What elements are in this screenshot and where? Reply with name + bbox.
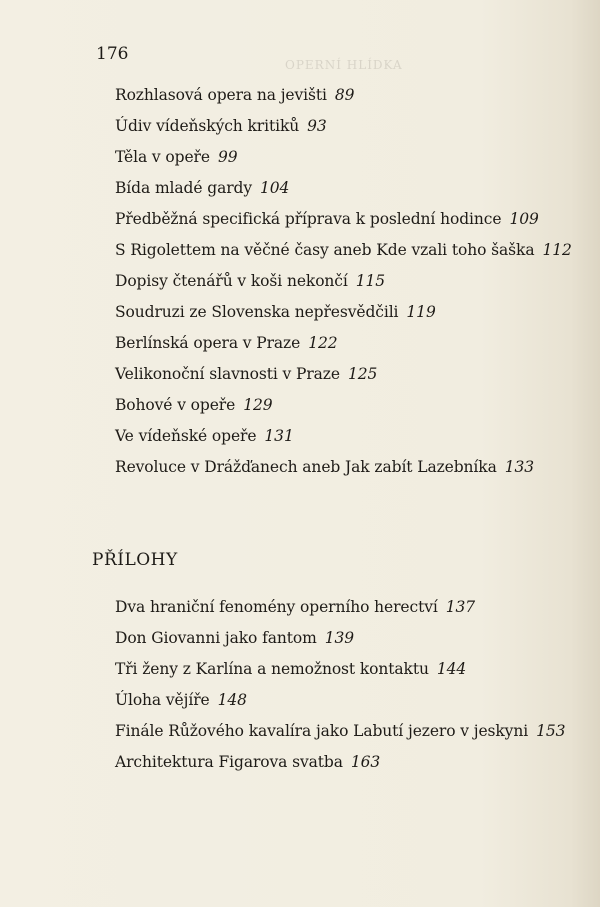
- toc-entry-title: Berlínská opera v Praze: [115, 334, 301, 352]
- toc-entry-page: 99: [217, 148, 238, 166]
- toc-entry-page: 153: [536, 722, 566, 740]
- toc-entry-page: 137: [445, 598, 476, 616]
- toc-entry-page: 119: [406, 303, 436, 321]
- toc-entry-title: Těla v opeře: [115, 148, 210, 166]
- toc-entry: [115, 691, 247, 709]
- page-number: 176: [96, 44, 129, 64]
- toc-entry-title: Dva hraniční fenomény operního herectví: [115, 598, 438, 616]
- toc-entry: [115, 303, 436, 321]
- toc-entry-title: Architektura Figarova svatba: [115, 753, 343, 771]
- toc-entry-title: Tři ženy z Karlína a nemožnost kontaktu: [115, 660, 429, 678]
- toc-entry: [115, 241, 572, 259]
- toc-entry: [115, 396, 272, 414]
- toc-entry: [115, 598, 475, 616]
- toc-entry-page: 89: [334, 86, 355, 104]
- toc-entry-page: 115: [355, 272, 386, 290]
- toc-entry-title: Rozhlasová opera na jevišti: [115, 86, 327, 104]
- toc-entry: [115, 427, 294, 445]
- toc-entry-title: Bída mladé gardy: [115, 179, 253, 197]
- toc-entry-page: 125: [347, 365, 378, 383]
- toc-entry-page: 139: [324, 629, 355, 647]
- toc-entry-title: Velikonoční slavnosti v Praze: [115, 365, 340, 383]
- toc-entry: [115, 629, 354, 647]
- toc-entry-page: 133: [504, 458, 535, 476]
- toc-entry-title: Předběžná specifická příprava k poslední hodince: [115, 210, 502, 228]
- toc-entry-title: Don Giovanni jako fantom: [115, 629, 317, 647]
- toc-entry-title: Úloha vějíře: [115, 691, 210, 709]
- toc-entry: [115, 179, 289, 197]
- toc-entry-page: 163: [350, 753, 381, 771]
- toc-entry-page: 93: [307, 117, 327, 135]
- toc-entry: [115, 458, 534, 476]
- appendix-heading: PŘÍLOHY: [92, 550, 178, 570]
- toc-entry: [115, 722, 565, 740]
- toc-entry-page: 112: [542, 241, 572, 259]
- toc-entry: [115, 753, 380, 771]
- toc-entry: [115, 117, 327, 135]
- toc-entry-title: Dopisy čtenářů v koši nekončí: [115, 272, 348, 290]
- toc-entry: [115, 210, 539, 228]
- toc-entry-title: Finále Růžového kavalíra jako Labutí jezero v jeskyni: [115, 722, 529, 740]
- toc-entry: [115, 86, 354, 104]
- toc-entry-title: Revoluce v Drážďanech aneb Jak zabít Lazebníka: [115, 458, 497, 476]
- toc-entry-page: 144: [436, 660, 467, 678]
- toc-entry-title: S Rigolettem na věčné časy aneb Kde vzali toho šaška: [115, 241, 535, 259]
- toc-entry-page: 109: [509, 210, 539, 228]
- bleed-through-text: OPERNÍ HLÍDKA: [285, 58, 403, 72]
- toc-entry: [115, 365, 377, 383]
- toc-entry-title: Soudruzi ze Slovenska nepřesvědčili: [115, 303, 399, 321]
- toc-entry-title: Údiv vídeňských kritiků: [115, 117, 300, 135]
- toc-entry-page: 122: [308, 334, 338, 352]
- toc-entry-page: 148: [217, 691, 247, 709]
- toc-entry-page: 129: [243, 396, 273, 414]
- toc-entry-title: Bohové v opeře: [115, 396, 236, 414]
- toc-entry: [115, 660, 466, 678]
- toc-entry-title: Ve vídeňské opeře: [115, 427, 257, 445]
- toc-entry: [115, 272, 385, 290]
- toc-entry: [115, 148, 237, 166]
- toc-entry-page: 131: [264, 427, 294, 445]
- toc-entry: [115, 334, 338, 352]
- toc-entry-page: 104: [260, 179, 290, 197]
